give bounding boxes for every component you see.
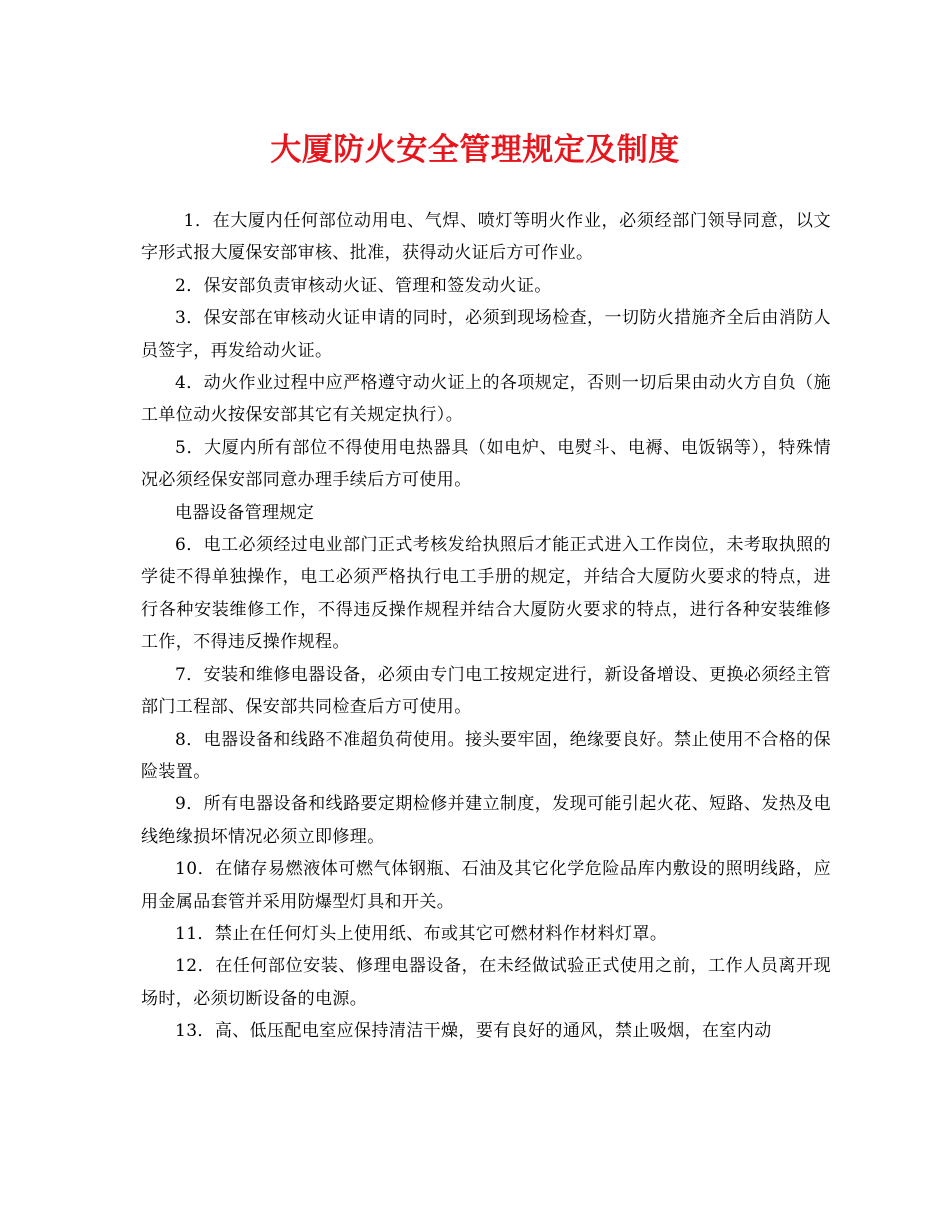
section-heading-electrical: 电器设备管理规定 <box>175 502 315 523</box>
paragraph-5: 5．大厦内所有部位不得使用电热器具（如电炉、电熨斗、电褥、电饭锅等），特殊情况必须经保安部同意办理手续后方可使用。 <box>141 437 831 491</box>
paragraph-12: 12．在任何部位安装、修理电器设备，在未经做试验正式使用之前，工作人员离开现场时，必须切断设备的电源。 <box>141 956 831 1009</box>
paragraph-10: 10．在储存易燃液体可燃气体钢瓶、石油及其它化学危险品库内敷设的照明线路，应用金属品套管并采用防爆型灯具和开关。 <box>141 859 831 912</box>
document-title: 大厦防火安全管理规定及制度 <box>270 132 680 168</box>
paragraph-8: 8．电器设备和线路不准超负荷使用。接头要牢固，绝缘要良好。禁止使用不合格的保险装置。 <box>141 729 831 782</box>
paragraph-4: 4．动火作业过程中应严格遵守动火证上的各项规定，否则一切后果由动火方自负（施工单位动火按保安部其它有关规定执行）。 <box>141 373 831 426</box>
paragraph-2: 2．保安部负责审核动火证、管理和签发动火证。 <box>175 275 552 296</box>
paragraph-11: 11．禁止在任何灯头上使用纸、布或其它可燃材料作材料灯罩。 <box>175 923 668 944</box>
paragraph-1: 1．在大厦内任何部位动用电、气焊、喷灯等明火作业，必须经部门领导同意，以文字形式报大厦保安部审核、批准，获得动火证后方可作业。 <box>141 211 831 264</box>
paragraph-13: 13．高、低压配电室应保持清洁干燥，要有良好的通风，禁止吸烟，在室内动 <box>175 1021 772 1042</box>
paragraph-3: 3．保安部在审核动火证申请的同时，必须到现场检查，一切防火措施齐全后由消防人员签字，再发给动火证。 <box>141 308 831 361</box>
paragraph-7: 7．安装和维修电器设备，必须由专门电工按规定进行，新设备增设、更换必须经主管部门工程部、保安部共同检查后方可使用。 <box>141 664 831 718</box>
paragraph-9: 9．所有电器设备和线路要定期检修并建立制度，发现可能引起火花、短路、发热及电线绝缘损坏情况必须立即修理。 <box>141 794 831 847</box>
paragraph-6: 6．电工必须经过电业部门正式考核发给执照后才能正式进入工作岗位，未考取执照的学徒不得单独操作，电工必须严格执行电工手册的规定，并结合大厦防火要求的特点，进行各种安装维修工作，不得违反操作规程并结合大厦防火要求的特点，进行各种安装维修工作，不得违反操作规程。 <box>141 535 831 653</box>
document-body <box>141 205 831 1048</box>
